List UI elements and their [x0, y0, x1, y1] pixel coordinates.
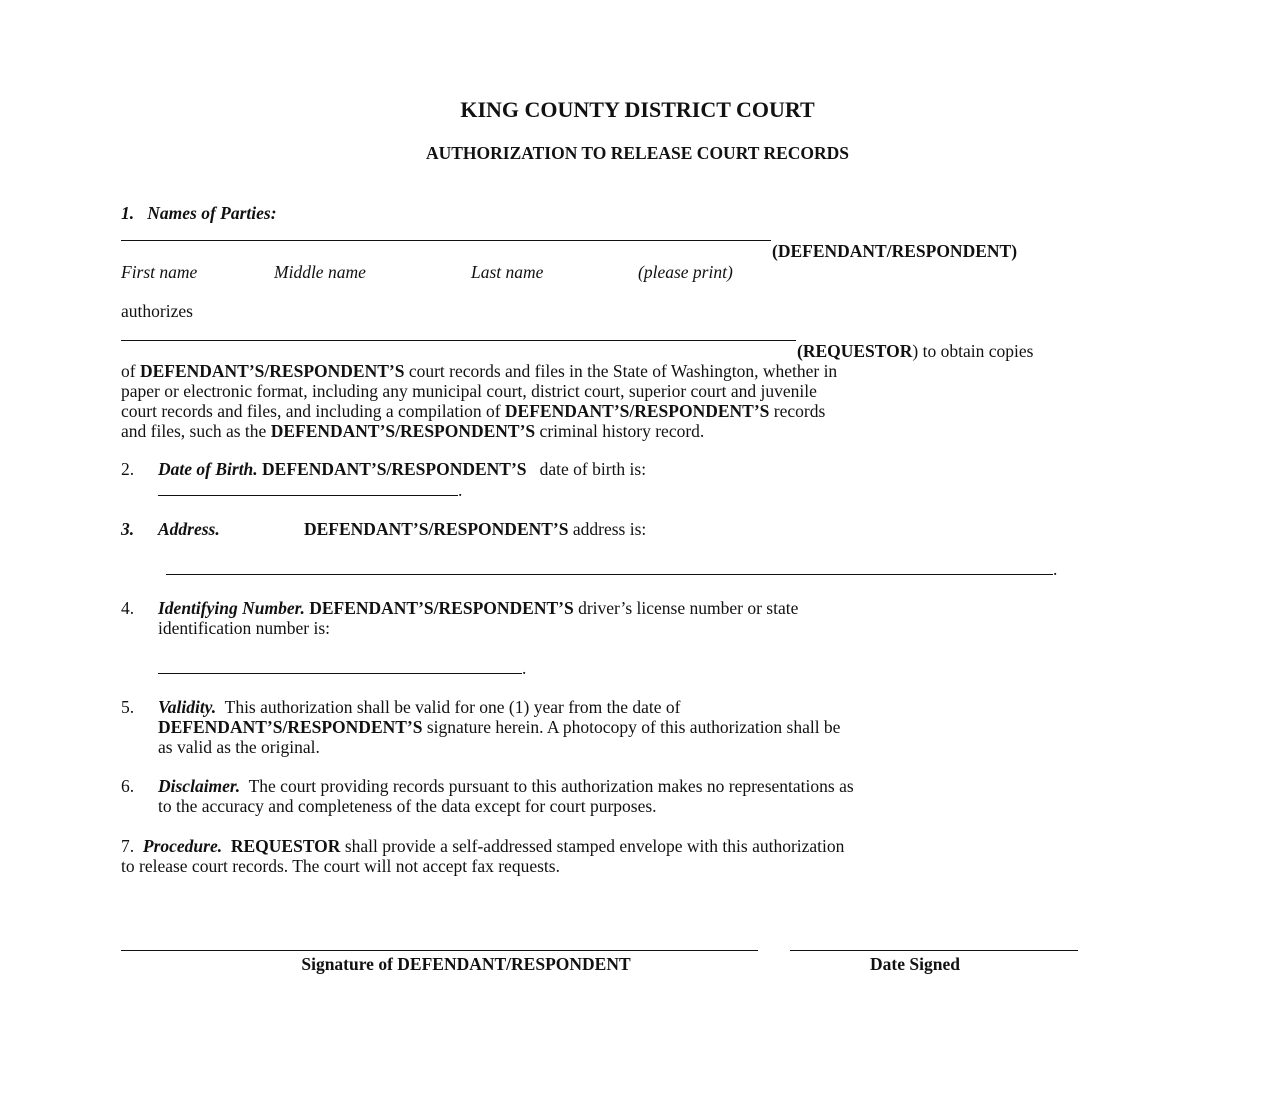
- requestor-name-field[interactable]: [121, 340, 796, 341]
- document-title: KING COUNTY DISTRICT COURT: [460, 97, 815, 122]
- section-4-number: 4.: [121, 598, 135, 618]
- section-1-title: Names of Parties:: [147, 203, 277, 223]
- section-2-number: 2.: [121, 459, 135, 479]
- section-3-heading: Address.: [158, 519, 220, 539]
- body-line-3-post: records: [773, 401, 826, 421]
- date-of-birth-field[interactable]: [158, 495, 458, 496]
- section-7-number: 7.: [121, 836, 135, 856]
- date-signed-field[interactable]: [790, 950, 1078, 951]
- section-5-heading: Validity.: [158, 697, 217, 717]
- party-ref: DEFENDANT’S/RESPONDENT’S: [304, 519, 569, 539]
- signature-label: Signature of DEFENDANT/RESPONDENT: [301, 954, 631, 974]
- requestor-after: ) to obtain copies: [912, 341, 1034, 361]
- id-number-field[interactable]: [158, 673, 522, 674]
- party-ref: DEFENDANT’S/RESPONDENT’S: [158, 717, 423, 737]
- section-2-end: .: [458, 480, 463, 500]
- section-1-number: 1.: [121, 203, 135, 223]
- section-6-heading: Disclaimer.: [158, 776, 241, 796]
- section-7-text-2: to release court records. The court will not accept fax requests.: [121, 856, 560, 876]
- party-ref: DEFENDANT’S/RESPONDENT’S: [309, 598, 574, 618]
- party-ref: DEFENDANT’S/RESPONDENT’S: [262, 459, 527, 479]
- section-6-text-2: to the accuracy and completeness of the data except for court purposes.: [158, 796, 657, 816]
- label-please-print: (please print): [638, 262, 733, 282]
- section-3-text: address is:: [572, 519, 647, 539]
- body-line-2: paper or electronic format, including any municipal court, district court, superior court and juvenile: [121, 381, 817, 401]
- section-5-text-3: as valid as the original.: [158, 737, 320, 757]
- party-ref: DEFENDANT’S/RESPONDENT’S: [504, 401, 770, 421]
- section-4-heading: Identifying Number.: [158, 598, 305, 618]
- section-4-end: .: [522, 658, 527, 678]
- document-subtitle: AUTHORIZATION TO RELEASE COURT RECORDS: [425, 143, 850, 163]
- address-field[interactable]: [166, 574, 1053, 575]
- requestor-tag: (REQUESTOR: [797, 341, 913, 361]
- body-line-3-pre: court records and files, and including a compilation of: [121, 401, 501, 421]
- authorizes-text: authorizes: [121, 301, 193, 321]
- signature-field[interactable]: [121, 950, 758, 951]
- defendant-tag: (DEFENDANT/RESPONDENT): [772, 241, 1018, 261]
- section-6-text-1: The court providing records pursuant to this authorization makes no representations as: [248, 776, 854, 796]
- body-of: of: [121, 361, 136, 381]
- section-5-number: 5.: [121, 697, 135, 717]
- defendant-name-field[interactable]: [121, 240, 771, 241]
- section-5-text-1: This authorization shall be valid for one (1) year from the date of: [224, 697, 681, 717]
- section-3-end: .: [1053, 559, 1058, 579]
- body-line-1: court records and files in the State of Washington, whether in: [408, 361, 838, 381]
- party-ref: DEFENDANT’S/RESPONDENT’S: [139, 361, 405, 381]
- section-2-heading: Date of Birth.: [158, 459, 258, 479]
- label-middle-name: Middle name: [274, 262, 366, 282]
- section-4-text-2: identification number is:: [158, 618, 331, 638]
- label-last-name: Last name: [471, 262, 544, 282]
- section-3-number: 3.: [121, 519, 135, 539]
- section-7-text-1: shall provide a self-addressed stamped envelope with this authorization: [344, 836, 845, 856]
- body-line-4-pre: and files, such as the: [121, 421, 267, 441]
- party-ref: DEFENDANT’S/RESPONDENT’S: [270, 421, 536, 441]
- section-4-text-1: driver’s license number or state: [578, 598, 799, 618]
- body-line-4-post: criminal history record.: [539, 421, 705, 441]
- section-2-text: date of birth is:: [539, 459, 647, 479]
- section-6-number: 6.: [121, 776, 135, 796]
- date-signed-label: Date Signed: [870, 954, 960, 974]
- requestor-ref: REQUESTOR: [230, 836, 341, 856]
- section-7-heading: Procedure.: [142, 836, 223, 856]
- section-5-text-2: signature herein. A photocopy of this authorization shall be: [426, 717, 841, 737]
- label-first-name: First name: [121, 262, 198, 282]
- section-1-heading: [121, 203, 277, 223]
